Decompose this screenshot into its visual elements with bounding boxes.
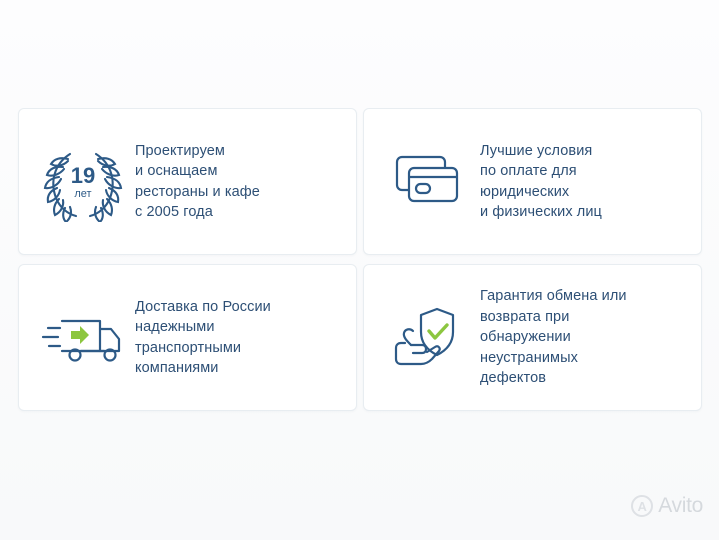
benefit-line: возврата при bbox=[480, 308, 570, 325]
avito-watermark bbox=[631, 494, 703, 518]
benefit-line: рестораны и кафе bbox=[135, 183, 260, 200]
benefit-line: дефектов bbox=[480, 370, 547, 387]
benefit-line: юридических bbox=[480, 183, 570, 200]
hand-shield-check-icon bbox=[380, 290, 476, 386]
benefit-card-payment bbox=[363, 108, 702, 255]
avito-logo-letter: A bbox=[637, 498, 647, 514]
benefit-card-text bbox=[476, 141, 687, 223]
benefit-line: обнаружении bbox=[480, 329, 571, 346]
benefit-card-warranty bbox=[363, 264, 702, 411]
benefit-card-experience bbox=[18, 108, 357, 255]
credit-cards-icon bbox=[380, 134, 476, 230]
benefit-line: надежными bbox=[135, 319, 215, 335]
benefit-card-text bbox=[131, 297, 342, 379]
benefit-line: и физических лиц bbox=[480, 204, 602, 220]
benefit-card-text bbox=[131, 141, 342, 223]
benefit-line: Гарантия обмена или bbox=[480, 288, 627, 305]
avito-logo-icon bbox=[631, 495, 653, 517]
benefit-line: с 2005 года bbox=[135, 204, 213, 220]
benefit-line: компаниями bbox=[135, 360, 219, 376]
benefit-line: неустранимых bbox=[480, 349, 578, 366]
delivery-truck-icon bbox=[35, 290, 131, 386]
benefit-line: Лучшие условия bbox=[480, 142, 593, 159]
benefit-line: Проектируем bbox=[135, 142, 225, 159]
benefit-line: и оснащаем bbox=[135, 163, 218, 179]
svg-text:19: 19 bbox=[70, 162, 96, 188]
benefit-line: Доставка по России bbox=[135, 298, 271, 315]
benefit-card-delivery bbox=[18, 264, 357, 411]
benefit-line: транспортными bbox=[135, 339, 242, 356]
laurel-wreath-19-years-icon bbox=[35, 134, 131, 230]
benefit-card-text bbox=[476, 286, 687, 389]
benefits-grid bbox=[18, 108, 702, 411]
benefit-line: по оплате для bbox=[480, 163, 577, 179]
avito-watermark-text: Avito bbox=[658, 494, 703, 517]
svg-text:лет: лет bbox=[74, 187, 92, 200]
